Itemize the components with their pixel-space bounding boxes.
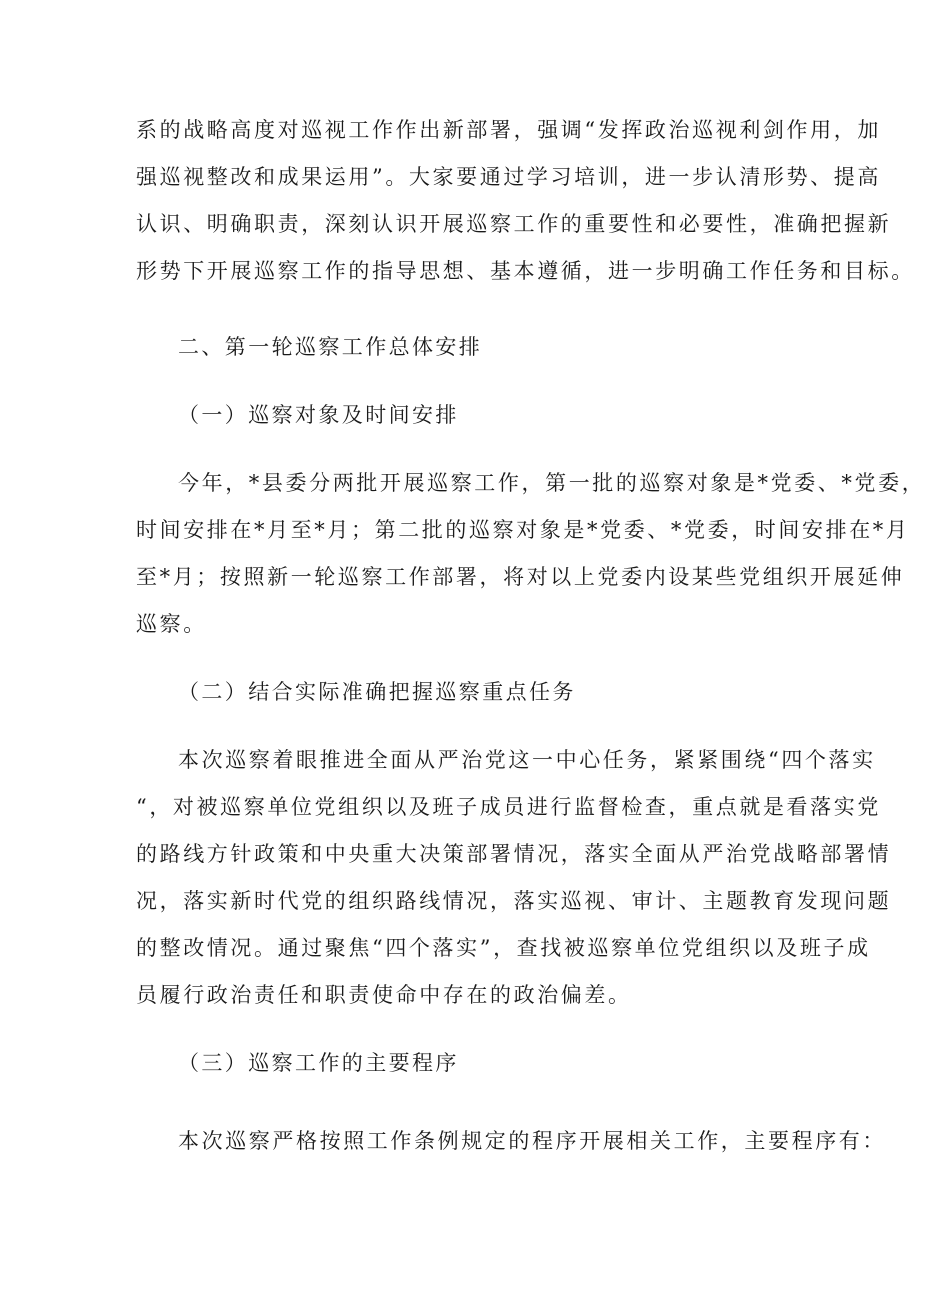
paragraph-sub2-line-2: “，对被巡察单位党组织以及班子成员进行监督检查，重点就是看落实党 xyxy=(136,795,881,819)
section-heading-2: 二、第一轮巡察工作总体安排 xyxy=(178,335,483,359)
paragraph-sub1-line-2: 时间安排在*月至*月；第二批的巡察对象是*党委、*党委，时间安排在*月 xyxy=(136,518,910,542)
subsection-heading-3: （三）巡察工作的主要程序 xyxy=(178,1051,459,1075)
paragraph-sub1-line-4: 巡察。 xyxy=(136,612,207,636)
paragraph-sub1-line-1: 今年，*县委分两批开展巡察工作，第一批的巡察对象是*党委、*党委， xyxy=(178,471,925,495)
paragraph-sub2-line-5: 的整改情况。通过聚焦“四个落实”，查找被巡察单位党组织以及班子成 xyxy=(136,936,871,960)
paragraph-intro-line-3: 认识、明确职责，深刻认识开展巡察工作的重要性和必要性，准确把握新 xyxy=(136,212,892,236)
paragraph-sub2-line-3: 的路线方针政策和中央重大决策部署情况，落实全面从严治党战略部署情 xyxy=(136,842,892,866)
paragraph-sub2-line-1: 本次巡察着眼推进全面从严治党这一中心任务，紧紧围绕“四个落实 xyxy=(178,748,876,772)
paragraph-sub1-line-3: 至*月；按照新一轮巡察工作部署，将对以上党委内设某些党组织开展延伸 xyxy=(136,565,905,589)
paragraph-intro-line-1: 系的战略高度对巡视工作作出新部署，强调“发挥政治巡视利剑作用，加 xyxy=(136,118,881,142)
paragraph-sub3-line-1: 本次巡察严格按照工作条例规定的程序开展相关工作，主要程序有： xyxy=(178,1129,886,1153)
paragraph-sub2-line-6: 员履行政治责任和职责使命中存在的政治偏差。 xyxy=(136,983,632,1007)
paragraph-intro-line-2: 强巡视整改和成果运用”。大家要通过学习培训，进一步认清形势、提高 xyxy=(136,165,881,189)
subsection-heading-2: （二）结合实际准确把握巡察重点任务 xyxy=(178,680,576,704)
subsection-heading-1: （一）巡察对象及时间安排 xyxy=(178,403,459,427)
paragraph-sub2-line-4: 况，落实新时代党的组织路线情况，落实巡视、审计、主题教育发现问题 xyxy=(136,889,892,913)
paragraph-intro-line-4: 形势下开展巡察工作的指导思想、基本遵循，进一步明确工作任务和目标。 xyxy=(136,259,915,283)
